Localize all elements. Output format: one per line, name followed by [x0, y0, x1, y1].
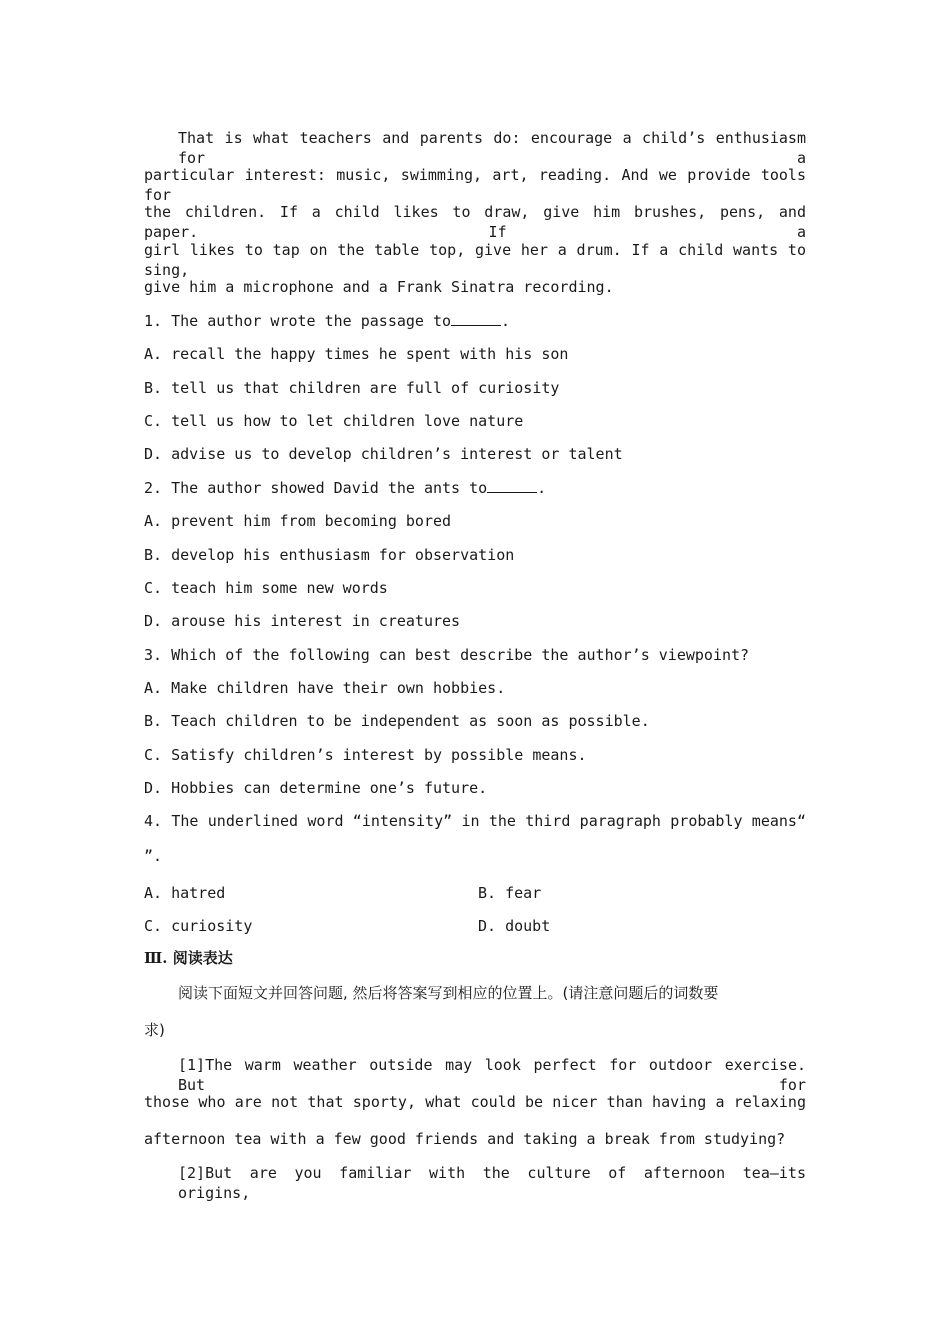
option: D. Hobbies can determine one’s future.	[144, 779, 488, 797]
option: C. curiosity	[144, 917, 253, 935]
passage-line: girl likes to tap on the table top, give her a drum. If a child wants to sing,	[144, 241, 806, 279]
option: B. develop his enthusiasm for observation	[144, 546, 515, 564]
option: B. Teach children to be independent as soon as possible.	[144, 712, 650, 730]
question-2-text: 2. The author showed David the ants to	[144, 479, 488, 497]
question-1-end: .	[501, 312, 511, 330]
option: D. arouse his interest in creatures	[144, 612, 461, 630]
answer-blank	[487, 478, 537, 493]
section-heading: Ⅲ. 阅读表达	[144, 949, 233, 967]
section-instruction: 阅读下面短文并回答问题, 然后将答案写到相应的位置上。(请注意问题后的词数要	[178, 984, 719, 1002]
question-1-text: 1. The author wrote the passage to	[144, 312, 452, 330]
question-4-stem-cont: ”.	[144, 847, 163, 865]
option: A. hatred	[144, 884, 226, 902]
passage-line: That is what teachers and parents do: encourage a child’s enthusiasm for a	[178, 129, 806, 167]
question-1-stem	[144, 311, 806, 331]
option: A. prevent him from becoming bored	[144, 512, 452, 530]
section-instruction-cont: 求)	[144, 1021, 165, 1039]
option: D. advise us to develop children’s interest or talent	[144, 445, 623, 463]
passage-line: those who are not that sporty, what could be nicer than having a relaxing	[144, 1093, 806, 1111]
option: C. tell us how to let children love nature	[144, 412, 524, 430]
passage-line: particular interest: music, swimming, art, reading. And we provide tools for	[144, 166, 806, 204]
option: D. doubt	[478, 917, 551, 935]
question-2-end: .	[537, 479, 547, 497]
question-4-stem: 4. The underlined word “intensity” in the third paragraph probably means“	[144, 812, 806, 830]
passage-line: afternoon tea with a few good friends and taking a break from studying?	[144, 1130, 786, 1148]
option: C. teach him some new words	[144, 579, 388, 597]
question-3-stem: 3. Which of the following can best describe the author’s viewpoint?	[144, 646, 750, 664]
passage-line: the children. If a child likes to draw, give him brushes, pens, and paper. If a	[144, 203, 806, 241]
passage-line: [2]But are you familiar with the culture of afternoon tea—its origins,	[178, 1164, 806, 1202]
passage-line: give him a microphone and a Frank Sinatra recording.	[144, 278, 614, 296]
answer-blank	[451, 311, 501, 326]
option: A. Make children have their own hobbies.	[144, 679, 506, 697]
option: C. Satisfy children’s interest by possible means.	[144, 746, 587, 764]
option: B. fear	[478, 884, 542, 902]
option: B. tell us that children are full of curiosity	[144, 379, 560, 397]
option: A. recall the happy times he spent with his son	[144, 345, 569, 363]
passage-line: [1]The warm weather outside may look perfect for outdoor exercise. But for	[178, 1056, 806, 1094]
question-2-stem	[144, 478, 806, 498]
